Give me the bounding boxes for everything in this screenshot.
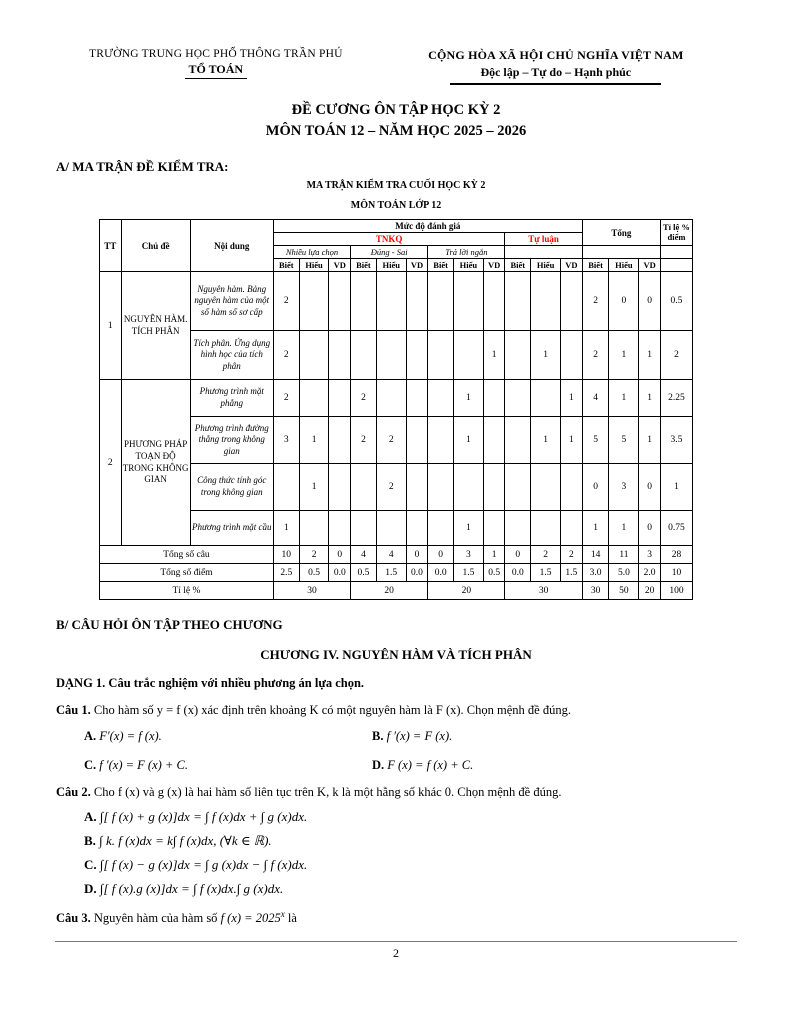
col-header-tile: Tỉ lệ % điểm (660, 220, 692, 246)
subgroup-tln: Trả lời ngắn (428, 246, 505, 259)
matrix-cell (299, 331, 329, 380)
matrix-cell: 1 (453, 511, 483, 546)
matrix-cell: 1 (609, 380, 639, 417)
matrix-cell (505, 380, 531, 417)
page-number: 2 (393, 946, 399, 960)
matrix-table (99, 219, 693, 600)
level-header: Hiểu (609, 259, 639, 272)
matrix-cell: 0 (329, 546, 351, 564)
matrix-cell: 2 (351, 417, 377, 464)
matrix-cell: 1 (561, 380, 583, 417)
option-d-label: D. (372, 757, 385, 772)
matrix-cell (483, 380, 505, 417)
subgroup-nlc: Nhiều lựa chọn (273, 246, 350, 259)
question-1-options (84, 729, 736, 773)
option-b (372, 729, 736, 744)
matrix-cell: 10 (273, 546, 299, 564)
table-row (100, 220, 693, 233)
matrix-cell (428, 511, 454, 546)
cell-noidung: Phương trình mặt phẳng (190, 380, 273, 417)
matrix-cell: 1 (609, 331, 639, 380)
matrix-cell: 1 (639, 417, 661, 464)
matrix-cell (406, 511, 428, 546)
matrix-cell (531, 272, 561, 331)
matrix-cell: 50 (609, 582, 639, 600)
level-empty (660, 259, 692, 272)
matrix-cell: 3 (609, 464, 639, 511)
option-a-label: A. (84, 728, 97, 743)
option-a (84, 729, 372, 744)
matrix-cell: 2.5 (273, 564, 299, 582)
matrix-title-line1: MA TRẬN KIỂM TRA CUỐI HỌC KỲ 2 (306, 180, 486, 192)
question-3-text-post: là (284, 911, 297, 926)
matrix-cell (428, 380, 454, 417)
matrix-cell (351, 331, 377, 380)
option-b-label: B. (84, 833, 96, 849)
matrix-cell: 1 (299, 464, 329, 511)
matrix-cell: 1 (299, 417, 329, 464)
cell-noidung: Phương trình mặt cầu (190, 511, 273, 546)
level-header: Biết (505, 259, 531, 272)
matrix-cell: 1 (483, 546, 505, 564)
level-header: Biết (582, 259, 609, 272)
option-a-formula: F′(x) = f (x). (99, 728, 162, 743)
matrix-cell: 20 (351, 582, 428, 600)
matrix-cell (329, 511, 351, 546)
col-header-tnkq: TNKQ (273, 233, 505, 246)
question-1-text: Cho hàm số y = f (x) xác định trên khoảng K có một nguyên hàm là F (x). Chọn mệnh đề đúng. (90, 703, 571, 718)
matrix-cell (505, 417, 531, 464)
col-header-mucdo: Mức độ đánh giá (273, 220, 582, 233)
table-row (100, 272, 693, 331)
col-header-tong: Tổng (582, 220, 660, 246)
matrix-cell: 2 (376, 464, 406, 511)
letterhead-republic (376, 48, 736, 85)
matrix-cell (406, 380, 428, 417)
matrix-cell: 2 (376, 417, 406, 464)
matrix-cell: 2 (351, 380, 377, 417)
table-row (100, 582, 693, 600)
matrix-cell: 0.5 (483, 564, 505, 582)
matrix-cell: 0 (639, 464, 661, 511)
matrix-cell (406, 417, 428, 464)
dang-heading: DẠNG 1. Câu trắc nghiệm với nhiều phương án lựa chọn. (56, 676, 365, 691)
matrix-cell: 2 (660, 331, 692, 380)
matrix-cell: 1 (483, 331, 505, 380)
level-header: Hiểu (453, 259, 483, 272)
matrix-cell (428, 272, 454, 331)
matrix-cell: 0 (639, 272, 661, 331)
matrix-cell (376, 380, 406, 417)
matrix-cell: 3 (453, 546, 483, 564)
matrix-cell: 30 (505, 582, 582, 600)
matrix-cell: 0 (582, 464, 609, 511)
matrix-cell: 1.5 (531, 564, 561, 582)
matrix-cell (299, 272, 329, 331)
matrix-cell (505, 272, 531, 331)
option-d-label: D. (84, 881, 97, 897)
matrix-cell (351, 272, 377, 331)
matrix-cell: 2 (299, 546, 329, 564)
question-3-formula: f (x) = 2025 (220, 911, 281, 926)
matrix-cell: 2 (582, 331, 609, 380)
matrix-cell: 1 (273, 511, 299, 546)
subgroup-empty (582, 246, 660, 259)
question-1-label: Câu 1. (56, 703, 91, 718)
question-1 (56, 702, 736, 720)
option-a-formula: ∫[ f (x) + g (x)]dx = ∫ f (x)dx + ∫ g (x)dx. (99, 809, 308, 825)
matrix-cell (505, 511, 531, 546)
matrix-cell (329, 331, 351, 380)
option-d-formula: F (x) = f (x) + C. (387, 757, 474, 772)
matrix-cell (329, 380, 351, 417)
matrix-cell (406, 464, 428, 511)
option-d (372, 758, 736, 773)
matrix-cell: 2 (561, 546, 583, 564)
letterhead-school (56, 48, 376, 85)
col-header-noidung: Nội dung (190, 220, 273, 272)
matrix-cell (483, 272, 505, 331)
cell-tt: 1 (100, 272, 122, 380)
matrix-cell (505, 331, 531, 380)
cell-noidung: Tích phân. Ứng dụng hình học của tích phân (190, 331, 273, 380)
matrix-cell: 4 (582, 380, 609, 417)
subgroup-ds: Đúng - Sai (351, 246, 428, 259)
col-header-tuluan: Tự luận (505, 233, 582, 246)
option-c-formula: ∫[ f (x) − g (x)]dx = ∫ g (x)dx − ∫ f (x)dx. (99, 857, 308, 873)
option-b-label: B. (372, 728, 384, 743)
matrix-cell: 30 (582, 582, 609, 600)
document-title-line1: ĐỀ CƯƠNG ÔN TẬP HỌC KỲ 2 (291, 102, 501, 118)
matrix-cell: 0.75 (660, 511, 692, 546)
level-header: Hiểu (299, 259, 329, 272)
matrix-cell (406, 272, 428, 331)
matrix-cell (329, 272, 351, 331)
matrix-cell: 20 (428, 582, 505, 600)
republic-motto: Độc lập – Tự do – Hạnh phúc (450, 64, 661, 85)
matrix-cell: 0.0 (329, 564, 351, 582)
matrix-cell (329, 417, 351, 464)
page-footer (0, 941, 792, 961)
level-header: VD (406, 259, 428, 272)
matrix-cell: 1.5 (376, 564, 406, 582)
matrix-cell (376, 511, 406, 546)
question-2 (56, 784, 736, 802)
cell-noidung: Công thức tính góc trong không gian (190, 464, 273, 511)
matrix-cell: 2 (531, 546, 561, 564)
document-title-line2: MÔN TOÁN 12 – NĂM HỌC 2025 – 2026 (265, 123, 527, 140)
question-3-label: Câu 3. (56, 911, 91, 926)
matrix-cell: 11 (609, 546, 639, 564)
republic-title: CỘNG HÒA XÃ HỘI CHỦ NGHĨA VIỆT NAM (428, 48, 684, 62)
subgroup-empty (660, 246, 692, 259)
matrix-cell: 1 (453, 380, 483, 417)
question-2-label: Câu 2. (56, 784, 91, 799)
table-row (100, 564, 693, 582)
level-header: VD (329, 259, 351, 272)
section-a-heading: A/ MA TRẬN ĐỀ KIỂM TRA: (56, 159, 229, 175)
matrix-cell (299, 380, 329, 417)
level-header: Hiểu (376, 259, 406, 272)
option-c-formula: f ′(x) = F (x) + C. (99, 757, 188, 772)
matrix-cell (453, 464, 483, 511)
matrix-cell (273, 464, 299, 511)
option-c-label: C. (84, 757, 97, 772)
matrix-cell (483, 464, 505, 511)
matrix-cell: 2 (582, 272, 609, 331)
cell-noidung: Phương trình đường thẳng trong không gian (190, 417, 273, 464)
matrix-cell: 0.5 (660, 272, 692, 331)
matrix-cell: 1 (561, 417, 583, 464)
cell-noidung: Nguyên hàm. Bảng nguyên hàm của một số hàm số sơ cấp (190, 272, 273, 331)
question-2-text: Cho f (x) và g (x) là hai hàm số liên tục trên K, k là một hằng số khác 0. Chọn mệnh đề đúng. (90, 784, 562, 799)
matrix-cell (483, 511, 505, 546)
matrix-cell: 0.0 (406, 564, 428, 582)
matrix-cell (561, 464, 583, 511)
option-a-label: A. (84, 809, 97, 825)
matrix-cell: 0 (428, 546, 454, 564)
matrix-cell (428, 331, 454, 380)
matrix-cell: 2 (273, 272, 299, 331)
matrix-cell (406, 331, 428, 380)
matrix-cell: 1.5 (561, 564, 583, 582)
matrix-cell: 0 (406, 546, 428, 564)
matrix-cell: 0 (639, 511, 661, 546)
matrix-cell: 2.25 (660, 380, 692, 417)
matrix-cell (561, 331, 583, 380)
department-name: TỔ TOÁN (185, 61, 248, 79)
matrix-cell: 20 (639, 582, 661, 600)
level-header: Biết (273, 259, 299, 272)
level-header: VD (561, 259, 583, 272)
option-b (84, 833, 736, 849)
matrix-cell (299, 511, 329, 546)
matrix-cell: 3.5 (660, 417, 692, 464)
matrix-cell: 2 (273, 380, 299, 417)
matrix-cell: 2 (273, 331, 299, 380)
matrix-cell: 1 (639, 331, 661, 380)
matrix-cell: 3 (639, 546, 661, 564)
matrix-cell: 0 (505, 546, 531, 564)
cell-chude: NGUYÊN HÀM. TÍCH PHÂN (121, 272, 190, 380)
cell-chude: PHƯƠNG PHÁP TOẠN ĐỘ TRONG KHÔNG GIAN (121, 380, 190, 546)
matrix-cell: 5.0 (609, 564, 639, 582)
level-header: Biết (428, 259, 454, 272)
matrix-cell: 2.0 (639, 564, 661, 582)
matrix-cell (351, 511, 377, 546)
document-title (56, 100, 736, 142)
matrix-cell (453, 272, 483, 331)
question-3 (56, 908, 736, 928)
col-header-chude: Chủ đề (121, 220, 190, 272)
matrix-cell: 1 (531, 417, 561, 464)
option-a (84, 809, 736, 825)
level-header: VD (483, 259, 505, 272)
matrix-cell: 1.5 (453, 564, 483, 582)
col-header-tt: TT (100, 220, 122, 272)
matrix-cell: 30 (273, 582, 350, 600)
subgroup-empty (505, 246, 582, 259)
footer-label-cau: Tổng số câu (100, 546, 274, 564)
matrix-cell: 14 (582, 546, 609, 564)
option-c (84, 857, 736, 873)
matrix-cell (531, 464, 561, 511)
matrix-cell: 0.0 (428, 564, 454, 582)
matrix-cell (531, 511, 561, 546)
footer-divider (55, 941, 737, 942)
matrix-cell: 0.0 (505, 564, 531, 582)
matrix-cell: 28 (660, 546, 692, 564)
section-b-heading: B/ CÂU HỎI ÔN TẬP THEO CHƯƠNG (56, 617, 283, 633)
option-c-label: C. (84, 857, 97, 873)
matrix-cell (428, 464, 454, 511)
level-header: Hiểu (531, 259, 561, 272)
level-header: Biết (351, 259, 377, 272)
matrix-cell (531, 380, 561, 417)
footer-label-diem: Tổng số điểm (100, 564, 274, 582)
matrix-cell (505, 464, 531, 511)
matrix-cell (376, 272, 406, 331)
matrix-cell (351, 464, 377, 511)
table-row (100, 380, 693, 417)
question-3-text-pre: Nguyên hàm của hàm số (90, 911, 221, 926)
table-row (100, 546, 693, 564)
matrix-cell: 5 (582, 417, 609, 464)
matrix-title-line2: MÔN TOÁN LỚP 12 (350, 200, 442, 212)
matrix-cell (561, 511, 583, 546)
matrix-cell: 4 (376, 546, 406, 564)
option-c (84, 758, 372, 773)
matrix-cell: 4 (351, 546, 377, 564)
matrix-cell: 0.5 (351, 564, 377, 582)
footer-label-tile: Tỉ lệ % (100, 582, 274, 600)
option-d-formula: ∫[ f (x).g (x)]dx = ∫ f (x)dx.∫ g (x)dx. (99, 881, 284, 897)
matrix-cell (453, 331, 483, 380)
chapter-heading: CHƯƠNG IV. NGUYÊN HÀM VÀ TÍCH PHÂN (260, 647, 532, 663)
matrix-cell: 1 (531, 331, 561, 380)
option-d (84, 881, 736, 897)
matrix-cell (428, 417, 454, 464)
matrix-cell: 0.5 (299, 564, 329, 582)
matrix-cell: 10 (660, 564, 692, 582)
matrix-cell: 1 (609, 511, 639, 546)
matrix-cell (561, 272, 583, 331)
matrix-cell: 100 (660, 582, 692, 600)
matrix-cell: 3 (273, 417, 299, 464)
matrix-cell: 1 (453, 417, 483, 464)
option-b-formula: ∫ k. f (x)dx = k∫ f (x)dx, (∀k ∈ ℝ). (99, 833, 272, 849)
matrix-cell: 1 (660, 464, 692, 511)
option-b-formula: f ′(x) = F (x). (386, 728, 453, 743)
matrix-cell: 1 (639, 380, 661, 417)
matrix-cell (483, 417, 505, 464)
matrix-cell: 3.0 (582, 564, 609, 582)
cell-tt: 2 (100, 380, 122, 546)
matrix-cell (329, 464, 351, 511)
letterhead (56, 48, 736, 85)
matrix-cell: 1 (582, 511, 609, 546)
matrix-cell: 0 (609, 272, 639, 331)
matrix-cell: 5 (609, 417, 639, 464)
school-name: TRƯỜNG TRUNG HỌC PHỔ THÔNG TRẦN PHÚ (88, 48, 343, 60)
question-3-exponent: x (280, 909, 285, 920)
level-header: VD (639, 259, 661, 272)
matrix-cell (376, 331, 406, 380)
